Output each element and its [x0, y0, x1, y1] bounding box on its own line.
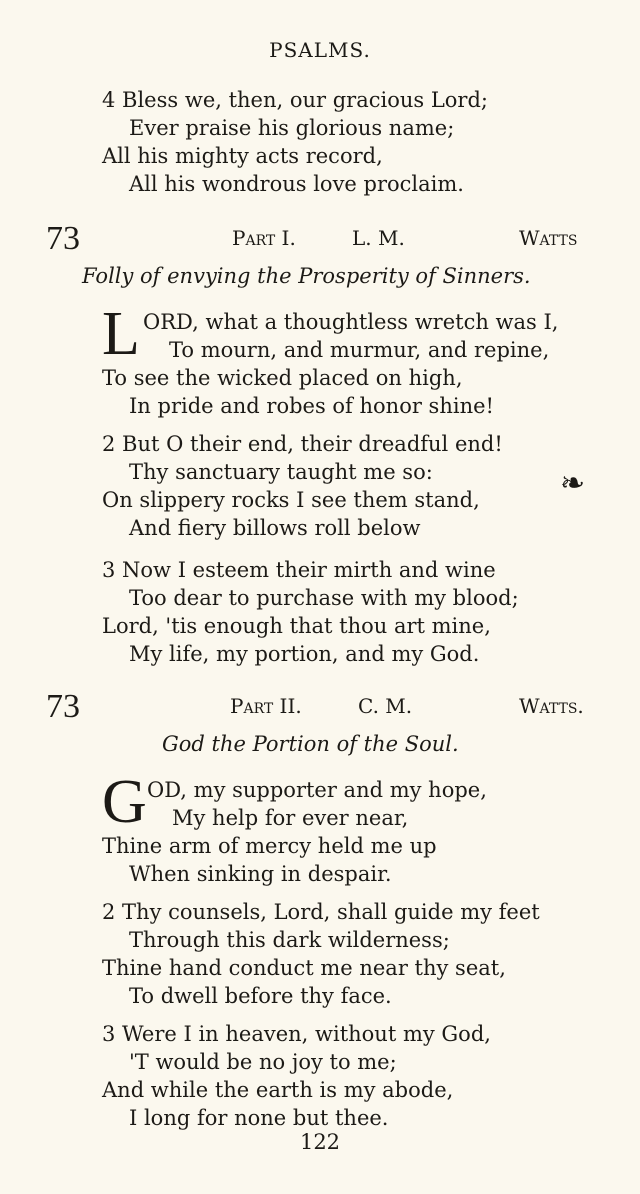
hymn-part: Part I.	[232, 226, 296, 250]
hymn-number: 73	[46, 220, 80, 257]
stanza-line: 'T would be no joy to me;	[129, 1050, 397, 1074]
drop-cap: G	[102, 768, 147, 836]
stanza-line: Through this dark wilderness;	[129, 928, 450, 952]
stanza-line: And fiery billows roll below	[129, 516, 421, 540]
stanza-line: 3 Were I in heaven, without my God,	[102, 1022, 491, 1046]
running-header: PSALMS.	[269, 38, 371, 62]
hymn-part: Part II.	[230, 694, 302, 718]
stanza-line: All his mighty acts record,	[102, 144, 383, 168]
hymn-author: Watts.	[519, 694, 584, 718]
stanza-line: Lord, 'tis enough that thou art mine,	[102, 614, 491, 638]
stanza-line: On slippery rocks I see them stand,	[102, 488, 480, 512]
stanza-line: OD, my supporter and my hope,	[147, 778, 487, 802]
hymn-meter: C. M.	[358, 694, 413, 718]
hymn-number: 73	[46, 688, 80, 725]
stanza-line: Thy sanctuary taught me so:	[129, 460, 433, 484]
stanza-line: In pride and robes of honor shine!	[129, 394, 494, 418]
stanza-line: Too dear to purchase with my blood;	[129, 586, 519, 610]
hymn-meter: L. M.	[352, 226, 405, 250]
stanza-line: To mourn, and murmur, and repine,	[169, 338, 550, 362]
drop-cap: L	[102, 300, 140, 368]
hymn-subtitle: God the Portion of the Soul.	[162, 732, 459, 756]
stanza-line: To dwell before thy face.	[129, 984, 392, 1008]
stanza-line: Ever praise his glorious name;	[129, 116, 455, 140]
hymn-author: Watts	[519, 226, 578, 250]
stanza-line: When sinking in despair.	[129, 862, 392, 886]
stanza-line: And while the earth is my abode,	[102, 1078, 454, 1102]
page-number: 122	[299, 1130, 341, 1154]
printers-mark-icon: ❧	[560, 466, 586, 501]
stanza-line: My life, my portion, and my God.	[129, 642, 480, 666]
stanza-line: 4 Bless we, then, our gracious Lord;	[102, 88, 488, 112]
stanza-line: I long for none but thee.	[129, 1106, 389, 1130]
stanza-line: 2 Thy counsels, Lord, shall guide my feet	[102, 900, 540, 924]
stanza-line: 2 But O their end, their dreadful end!	[102, 432, 503, 456]
stanza-line: 3 Now I esteem their mirth and wine	[102, 558, 496, 582]
stanza-line: My help for ever near,	[172, 806, 409, 830]
stanza-line: All his wondrous love proclaim.	[129, 172, 464, 196]
stanza-line: Thine hand conduct me near thy seat,	[102, 956, 506, 980]
stanza-line: ORD, what a thoughtless wretch was I,	[143, 310, 559, 334]
stanza-line: Thine arm of mercy held me up	[102, 834, 437, 858]
stanza-line: To see the wicked placed on high,	[102, 366, 463, 390]
hymn-subtitle: Folly of envying the Prosperity of Sinners.	[82, 264, 531, 288]
